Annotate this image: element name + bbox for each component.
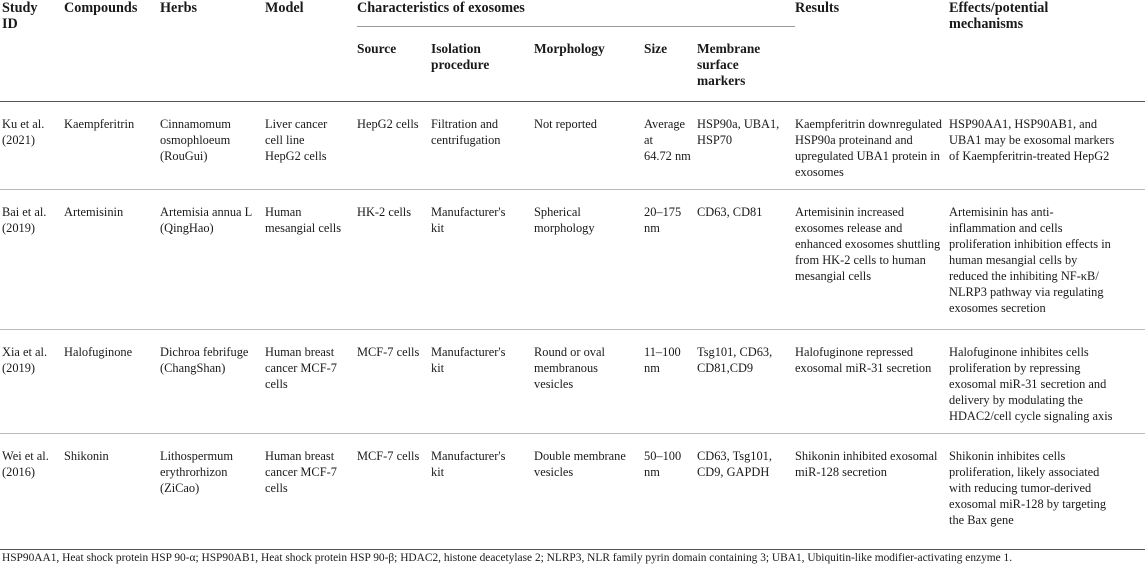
cell-results xyxy=(795,434,949,550)
cell-line: (RouGui) xyxy=(160,149,208,163)
cell-line: kit xyxy=(431,361,445,375)
cell-line: exosomes release and xyxy=(795,221,903,235)
header-herbs: Herbs xyxy=(160,0,198,16)
header-isolation: Isolation procedure xyxy=(431,41,490,72)
cell-line: the Bax gene xyxy=(949,513,1014,527)
cell-study-id xyxy=(0,434,64,550)
cell-line: Ku et al. xyxy=(2,117,45,131)
cell-line: (2021) xyxy=(2,133,36,147)
header-morphology: Morphology xyxy=(534,41,605,56)
header-model: Model xyxy=(265,0,304,16)
cell-herb xyxy=(160,330,265,434)
cell-line: Artemisia annua L xyxy=(160,205,253,219)
cell-line: Xia et al. xyxy=(2,345,48,359)
cell-markers xyxy=(697,102,795,190)
cell-line: HSP70 xyxy=(697,133,733,147)
cell-text: CD63, CD81 xyxy=(697,205,763,219)
cell-isolation xyxy=(431,190,534,330)
cell-line: Manufacturer's xyxy=(431,345,506,359)
cell-line: HSP90a, UBA1, xyxy=(697,117,780,131)
header-compounds: Compounds xyxy=(64,0,138,16)
cell-markers xyxy=(697,190,795,330)
cell-line: exosomal miR-128 by targeting xyxy=(949,497,1107,511)
table-footnote: HSP90AA1, Heat shock protein HSP 90-α; HSP90AB1, Heat shock protein HSP 90-β; HDAC2, histone deacetylase 2; NLRP3, NLR family pyrin domain containing 3; UBA1, Ubiquitin-like modifier-activating enzyme 1. xyxy=(2,552,1013,564)
cell-line: NLRP3 pathway via regulating xyxy=(949,285,1104,299)
cell-model xyxy=(265,102,357,190)
cell-size xyxy=(644,102,697,190)
cell-line: cancer MCF-7 xyxy=(265,465,337,479)
cell-text: HK-2 cells xyxy=(357,205,412,219)
cell-line: mesangial cells xyxy=(795,269,872,283)
cell-source xyxy=(357,102,431,190)
cell-line: Spherical xyxy=(534,205,581,219)
cell-compound xyxy=(64,330,160,434)
cell-line: Wei et al. xyxy=(2,449,49,463)
header-study-id: Study ID xyxy=(2,0,38,32)
cell-morphology xyxy=(534,102,644,190)
cell-line: Bai et al. xyxy=(2,205,47,219)
cell-line: Average at xyxy=(644,117,686,147)
cell-line: vesicles xyxy=(534,377,574,391)
cell-line: CD81,CD9 xyxy=(697,361,754,375)
cell-line: HDAC2/cell cycle signaling axis xyxy=(949,409,1113,423)
cell-line: proliferation, likely associated xyxy=(949,465,1100,479)
cell-line: Human breast xyxy=(265,449,335,463)
cell-line: mesangial cells xyxy=(265,221,342,235)
cell-line: Kaempferitrin downregulated xyxy=(795,117,942,131)
cell-line: cells xyxy=(265,377,288,391)
cell-results xyxy=(795,190,949,330)
cell-line: Round or oval xyxy=(534,345,605,359)
cell-line: cancer MCF-7 xyxy=(265,361,337,375)
cell-line: cell line xyxy=(265,133,305,147)
cell-markers xyxy=(697,434,795,550)
cell-size xyxy=(644,434,697,550)
cell-results xyxy=(795,102,949,190)
cell-herb xyxy=(160,434,265,550)
cell-model xyxy=(265,330,357,434)
cell-line: Filtration and xyxy=(431,117,499,131)
cell-text: Shikonin xyxy=(64,449,109,463)
cell-line: (ZiCao) xyxy=(160,481,200,495)
cell-study-id xyxy=(0,330,64,434)
table-row xyxy=(0,102,1145,190)
cell-line: proliferation by repressing xyxy=(949,361,1081,375)
cell-markers xyxy=(697,330,795,434)
cell-line: Human xyxy=(265,205,302,219)
cell-model xyxy=(265,190,357,330)
cell-line: (2019) xyxy=(2,221,36,235)
cell-size xyxy=(644,330,697,434)
cell-line: Liver cancer xyxy=(265,117,328,131)
cell-line: Shikonin inhibited exosomal xyxy=(795,449,938,463)
cell-line: HSP90a proteinand and xyxy=(795,133,913,147)
cell-study-id xyxy=(0,102,64,190)
cell-line: Manufacturer's xyxy=(431,449,506,463)
cell-results xyxy=(795,330,949,434)
cell-study-id xyxy=(0,190,64,330)
cell-line: proliferation inhibition effects in xyxy=(949,237,1111,251)
cell-line: Artemisinin increased xyxy=(795,205,905,219)
cell-line: exosomes xyxy=(795,165,844,179)
cell-line: Double membrane xyxy=(534,449,626,463)
cell-isolation xyxy=(431,330,534,434)
header-row-main xyxy=(0,0,1145,27)
cell-line: enhanced exosomes shuttling xyxy=(795,237,941,251)
cell-line: HSP90AA1, HSP90AB1, and xyxy=(949,117,1098,131)
cell-compound xyxy=(64,102,160,190)
cell-size xyxy=(644,190,697,330)
cell-morphology xyxy=(534,330,644,434)
cell-text: Not reported xyxy=(534,117,597,131)
cell-text: 11–100 nm xyxy=(644,345,681,375)
cell-line: (2019) xyxy=(2,361,36,375)
cell-line: Lithospermum xyxy=(160,449,233,463)
cell-line: UBA1 may be exosomal markers xyxy=(949,133,1115,147)
cell-line: inflammation and cells xyxy=(949,221,1063,235)
cell-text: 50–100 nm xyxy=(644,449,682,479)
cell-compound xyxy=(64,190,160,330)
cell-line: exosomal miR-31 secretion and xyxy=(949,377,1107,391)
cell-morphology xyxy=(534,434,644,550)
cell-line: Halofuginone inhibites cells xyxy=(949,345,1089,359)
cell-line: kit xyxy=(431,465,445,479)
cell-line: delivery by modulating the xyxy=(949,393,1083,407)
cell-line: exosomal miR-31 secretion xyxy=(795,361,932,375)
cell-line: from HK-2 cells to human xyxy=(795,253,926,267)
cell-isolation xyxy=(431,102,534,190)
cell-effects xyxy=(949,190,1145,330)
cell-line: vesicles xyxy=(534,465,574,479)
header-size: Size xyxy=(644,41,668,56)
cell-text: HepG2 cells xyxy=(357,117,419,131)
cell-line: Halofuginone repressed xyxy=(795,345,914,359)
cell-line: miR-128 secretion xyxy=(795,465,887,479)
cell-effects xyxy=(949,102,1145,190)
cell-line: Manufacturer's xyxy=(431,205,506,219)
cell-isolation xyxy=(431,434,534,550)
table-body xyxy=(0,102,1145,550)
cell-line: HepG2 cells xyxy=(265,149,327,163)
cell-line: Human breast xyxy=(265,345,335,359)
cell-line: centrifugation xyxy=(431,133,501,147)
table-row xyxy=(0,190,1145,330)
header-effects: Effects/potential mechanisms xyxy=(949,0,1049,32)
cell-line: (QingHao) xyxy=(160,221,214,235)
cell-source xyxy=(357,434,431,550)
cell-line: Dichroa febrifuge xyxy=(160,345,249,359)
cell-line: (ChangShan) xyxy=(160,361,226,375)
cell-line: with reducing tumor-derived xyxy=(949,481,1092,495)
cell-text: Artemisinin xyxy=(64,205,124,219)
cell-line: reduced the inhibiting NF-κB/ xyxy=(949,269,1099,283)
cell-effects xyxy=(949,434,1145,550)
cell-text: 20–175 nm xyxy=(644,205,682,235)
cell-text: Kaempferitrin xyxy=(64,117,135,131)
cell-line: (2016) xyxy=(2,465,36,479)
cell-line: membranous xyxy=(534,361,599,375)
cell-line: osmophloeum xyxy=(160,133,231,147)
cell-source xyxy=(357,330,431,434)
header-source: Source xyxy=(357,41,397,56)
header-results: Results xyxy=(795,0,840,16)
cell-line: kit xyxy=(431,221,445,235)
cell-morphology xyxy=(534,190,644,330)
cell-source xyxy=(357,190,431,330)
cell-text: Halofuginone xyxy=(64,345,133,359)
cell-line: erythrorhizon xyxy=(160,465,228,479)
cell-line: human mesangial cells by xyxy=(949,253,1078,267)
cell-line: cells xyxy=(265,481,288,495)
cell-compound xyxy=(64,434,160,550)
cell-text: MCF-7 cells xyxy=(357,345,420,359)
cell-line: CD9, GAPDH xyxy=(697,465,770,479)
cell-herb xyxy=(160,102,265,190)
table-row xyxy=(0,330,1145,434)
table-row xyxy=(0,434,1145,550)
cell-herb xyxy=(160,190,265,330)
cell-effects xyxy=(949,330,1145,434)
cell-line: Tsg101, CD63, xyxy=(697,345,773,359)
cell-line: morphology xyxy=(534,221,595,235)
cell-line: CD63, Tsg101, xyxy=(697,449,772,463)
cell-line: 64.72 nm xyxy=(644,149,691,163)
cell-line: upregulated UBA1 protein in xyxy=(795,149,940,163)
cell-line: exosomes secretion xyxy=(949,301,1046,315)
cell-line: Shikonin inhibites cells xyxy=(949,449,1066,463)
header-markers: Membrane surface markers xyxy=(697,41,761,88)
cell-line: of Kaempferitrin-treated HepG2 xyxy=(949,149,1110,163)
cell-line: Cinnamomum xyxy=(160,117,231,131)
cell-text: MCF-7 cells xyxy=(357,449,420,463)
cell-line: Artemisinin has anti- xyxy=(949,205,1054,219)
cell-model xyxy=(265,434,357,550)
header-characteristics: Characteristics of exosomes xyxy=(357,0,795,27)
